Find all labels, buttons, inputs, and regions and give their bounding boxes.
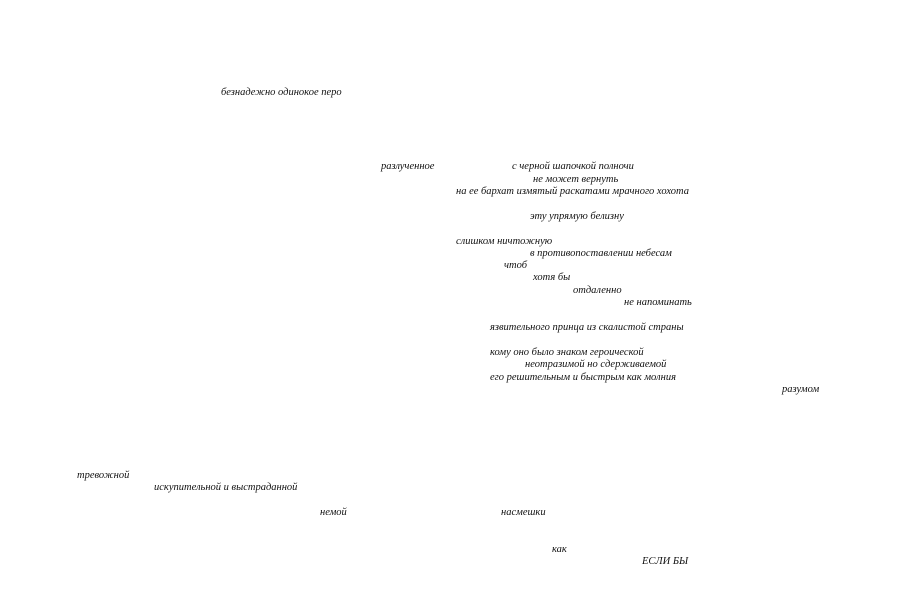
poem-line-23: ЕСЛИ БЫ (642, 556, 689, 567)
poem-line-14: кому оно было знаком героической (490, 347, 644, 358)
poem-line-17: разумом (782, 384, 820, 395)
poem-line-11: отдаленно (573, 285, 622, 296)
poem-line-13: язвительного принца из скалистой страны (490, 322, 684, 333)
poem-line-9: чтоб (504, 260, 527, 271)
poem-line-3: с черной шапочкой полночи (512, 161, 634, 172)
poem-line-4: не может вернуть (533, 174, 619, 185)
poem-line-21: насмешки (501, 507, 546, 518)
poem-line-1: безнадежно одинокое перо (221, 87, 342, 98)
poem-line-12: не напоминать (624, 297, 692, 308)
poem-line-20: немой (320, 507, 347, 518)
poem-line-19: искупительной и выстраданной (154, 482, 298, 493)
poem-line-15: неотразимой но сдерживаемой (525, 359, 667, 370)
poem-line-7: слишком ничтожную (456, 236, 553, 247)
poem-line-2: разлученное (381, 161, 435, 172)
poem-line-18: тревожной (77, 470, 130, 481)
poem-line-22: как (552, 544, 567, 555)
poem-line-8: в противопоставлении небесам (530, 248, 672, 259)
poem-line-10: хотя бы (533, 272, 571, 283)
poem-line-6: эту упрямую белизну (530, 211, 624, 222)
poem-line-16: его решительным и быстрым как молния (490, 372, 676, 383)
poem-line-5: на ее бархат измятый раскатами мрачного хохота (456, 186, 689, 197)
